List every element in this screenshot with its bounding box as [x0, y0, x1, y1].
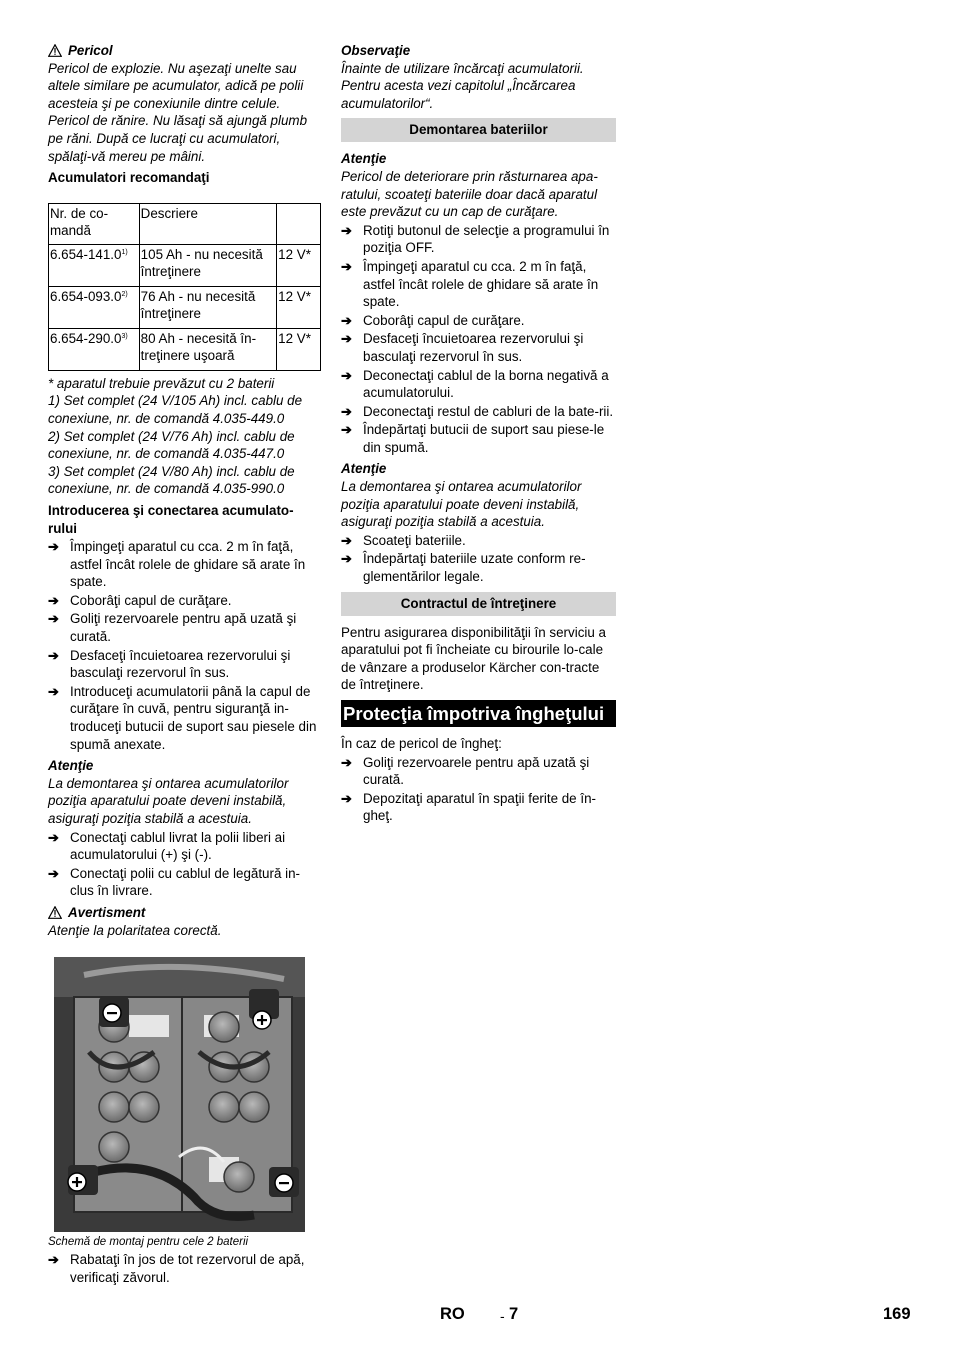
list-item: ➔ Desfaceţi încuietoarea rezervorului şi basculaţi rezervorul în sus. [341, 331, 584, 364]
warning-triangle-icon [48, 906, 62, 919]
minus-pole-icon [275, 1174, 293, 1192]
table-cell-order: 6.654-093.0$^{2)}$ [49, 286, 140, 328]
arrow-right-icon: ➔ [341, 551, 352, 567]
arrow-right-icon: ➔ [341, 754, 352, 770]
table-cell-voltage: 12 V* [277, 328, 321, 370]
table-header-order: Nr. de co-mandă [49, 203, 140, 244]
photo-caption: Schemă de montaj pentru cele 2 baterii [48, 1236, 249, 1249]
arrow-right-icon: ➔ [341, 422, 352, 438]
attention-text: La demontarea şi ontarea acumulatorilor poziţia aparatului poate deveni instabilă, asiguraţi poziţia stabilă a acestuia. [341, 479, 582, 530]
footer-section-page: 7 [509, 1305, 519, 1323]
list-item: ➔ Depozitaţi aparatul în spaţii ferite de în-gheţ. [341, 790, 596, 824]
arrow-right-icon: ➔ [48, 647, 59, 663]
arrow-right-icon: ➔ [341, 312, 352, 328]
battery-table [48, 203, 321, 371]
arrow-right-icon: ➔ [341, 331, 352, 347]
table-header-row [49, 203, 321, 244]
danger-heading [48, 42, 321, 60]
arrow-right-icon: ➔ [48, 683, 59, 699]
footer-dash: - [500, 1308, 505, 1324]
arrow-right-icon: ➔ [48, 611, 59, 627]
list-item: ➔ Coborâţi capul de curăţare. [341, 312, 525, 328]
table-header-description: Descriere [139, 203, 276, 244]
note-text: Înainte de utilizare încărcaţi acumulatorii. Pentru acesta vezi capitolul „Încărcarea acumulatorilor“. [341, 60, 584, 111]
table-cell-description: 80 Ah - necesită în-treţinere uşoară [139, 328, 276, 370]
list-item: ➔ Desfaceţi încuietoarea rezervorului şi basculaţi rezervorul în sus. [48, 647, 291, 681]
footnote: * aparatul trebuie prevăzut cu 2 baterii [48, 375, 275, 391]
arrow-right-icon: ➔ [341, 790, 352, 806]
battery-illustration [54, 957, 305, 1232]
arrow-right-icon: ➔ [48, 539, 59, 555]
arrow-right-icon: ➔ [341, 403, 352, 419]
frost-intro: În caz de pericol de îngheţ: [341, 736, 502, 751]
footnote: 3) Set complet (24 V/80 Ah) incl. cablu de conexiune, nr. de comandă 4.035-990.0 [48, 463, 295, 497]
attention-title: Atenţie [341, 151, 387, 167]
arrow-right-icon: ➔ [48, 1252, 59, 1268]
list-item: ➔ Coborâţi capul de curăţare. [48, 592, 232, 608]
section-heading-removal: Demontarea bateriilor [341, 118, 616, 142]
list-item: ➔ Îndepărtaţi butucii de suport sau piese-le din spumă. [341, 422, 605, 455]
table-cell-voltage: 12 V* [277, 286, 321, 328]
warning-triangle-icon [48, 44, 62, 57]
note-title: Observaţie [341, 43, 411, 58]
table-cell-order: 6.654-290.0$^{3)}$ [49, 328, 140, 370]
minus-pole-icon [103, 1004, 121, 1022]
attention-text: La demontarea şi ontarea acumulatorilor poziţia aparatului poate deveni instabilă, asiguraţi poziţia stabilă a acestuia. [48, 775, 289, 826]
arrow-right-icon: ➔ [341, 222, 352, 238]
plus-pole-icon [253, 1011, 271, 1029]
arrow-right-icon: ➔ [341, 258, 352, 274]
table-cell-description: 105 Ah - nu necesită întreţinere [139, 244, 276, 286]
list-item: ➔ Conectaţi polii cu cablul de legătură in-clus în livrare. [48, 865, 301, 899]
list-item: ➔ Împingeţi aparatul cu cca. 2 m în faţă, astfel încât rolele de ghidare să arate în spate. [341, 258, 599, 310]
insert-heading: Introducerea şi conectarea acumulato-rului [48, 502, 294, 536]
danger-title: Pericol [68, 43, 113, 58]
table-cell-description: 76 Ah - nu necesită întreţinere [139, 286, 276, 328]
section-heading-frost: Protecţia împotriva îngheţului [341, 700, 616, 727]
footer-language: RO [440, 1305, 465, 1323]
list-item: ➔ Deconectaţi restul de cabluri de la bate-rii. [341, 403, 614, 419]
table-row [49, 286, 321, 328]
list-item: ➔ Împingeţi aparatul cu cca. 2 m în faţă, astfel încât rolele de ghidare să arate în spate. [48, 539, 306, 590]
footer-page-number: 169 [883, 1305, 911, 1323]
list-item: ➔ Goliţi rezervoarele pentru apă uzată şi curată. [341, 754, 590, 788]
list-item: ➔ Rabataţi în jos de tot rezervorul de apă, verificaţi zăvorul. [48, 1252, 305, 1285]
list-item: ➔ Conectaţi cablul livrat la polii liberi ai acumulatorului (+) şi (-). [48, 829, 286, 863]
attention-title: Atenţie [341, 461, 387, 477]
right-column [341, 42, 616, 826]
list-item: ➔ Rotiţi butonul de selecţie a programului în poziţia OFF. [341, 222, 610, 256]
footnote: 2) Set complet (24 V/76 Ah) incl. cablu de conexiune, nr. de comandă 4.035-447.0 [48, 428, 295, 462]
table-row [49, 244, 321, 286]
attention-text: Pericol de deteriorare prin răsturnarea apa-ratului, scoateţi bateriile doar dacă aparatul este prevăzut cu un cap de curăţare. [341, 168, 598, 220]
table-header-voltage [277, 203, 321, 244]
warning-text: Atenţie la polaritatea corectă. [48, 922, 222, 938]
section-heading-contract: Contractul de întreţinere [341, 592, 616, 616]
table-cell-voltage: 12 V* [277, 244, 321, 286]
footnote: 1) Set complet (24 V/105 Ah) incl. cablu de conexiune, nr. de comandă 4.035-449.0 [48, 393, 303, 426]
attention-title: Atenţie [48, 758, 94, 774]
warning-title: Avertisment [68, 904, 146, 920]
list-item: ➔ Introduceţi acumulatorii până la capul de curăţare în cuvă, pentru siguranţă in-troduceţi butucii de suport sau piesele din spumă anexate. [48, 683, 317, 752]
battery-photo [54, 957, 305, 1232]
arrow-right-icon: ➔ [341, 367, 352, 383]
list-item: ➔ Deconectaţi cablul de la borna negativă a acumulatorului. [341, 367, 609, 401]
table-row [49, 328, 321, 370]
contract-text: Pentru asigurarea disponibilităţii în serviciu a aparatului pot fi încheiate cu birourile lo-cale de vânzare a produselor Kärcher con-tracte de întreţinere. [341, 624, 606, 693]
plus-pole-icon [68, 1173, 86, 1191]
table-cell-order: 6.654-141.0$^{1)}$ [49, 244, 140, 286]
arrow-right-icon: ➔ [341, 532, 352, 548]
left-column [48, 42, 321, 1287]
arrow-right-icon: ➔ [48, 592, 59, 608]
list-item: ➔ Îndepărtaţi bateriile uzate conform re-glementărilor legale. [341, 551, 586, 585]
list-item: ➔ Goliţi rezervoarele pentru apă uzată şi curată. [48, 611, 297, 645]
arrow-right-icon: ➔ [48, 829, 59, 845]
danger-text: Pericol de explozie. Nu aşezaţi unelte sau altele similare pe acumulator, adică pe polii acesteia şi pe conexiunile dintre celule. Pericol de rănire. Nu lăsaţi să ajungă plumb pe răni. După ce lucraţi cu acumulatori, spălaţi-vă mereu pe mâini. [48, 60, 308, 164]
arrow-right-icon: ➔ [48, 865, 59, 881]
warning-heading [48, 904, 321, 922]
list-item: ➔ Scoateţi bateriile. [341, 532, 466, 548]
recommended-heading: Acumulatori recomandaţi [48, 170, 210, 186]
